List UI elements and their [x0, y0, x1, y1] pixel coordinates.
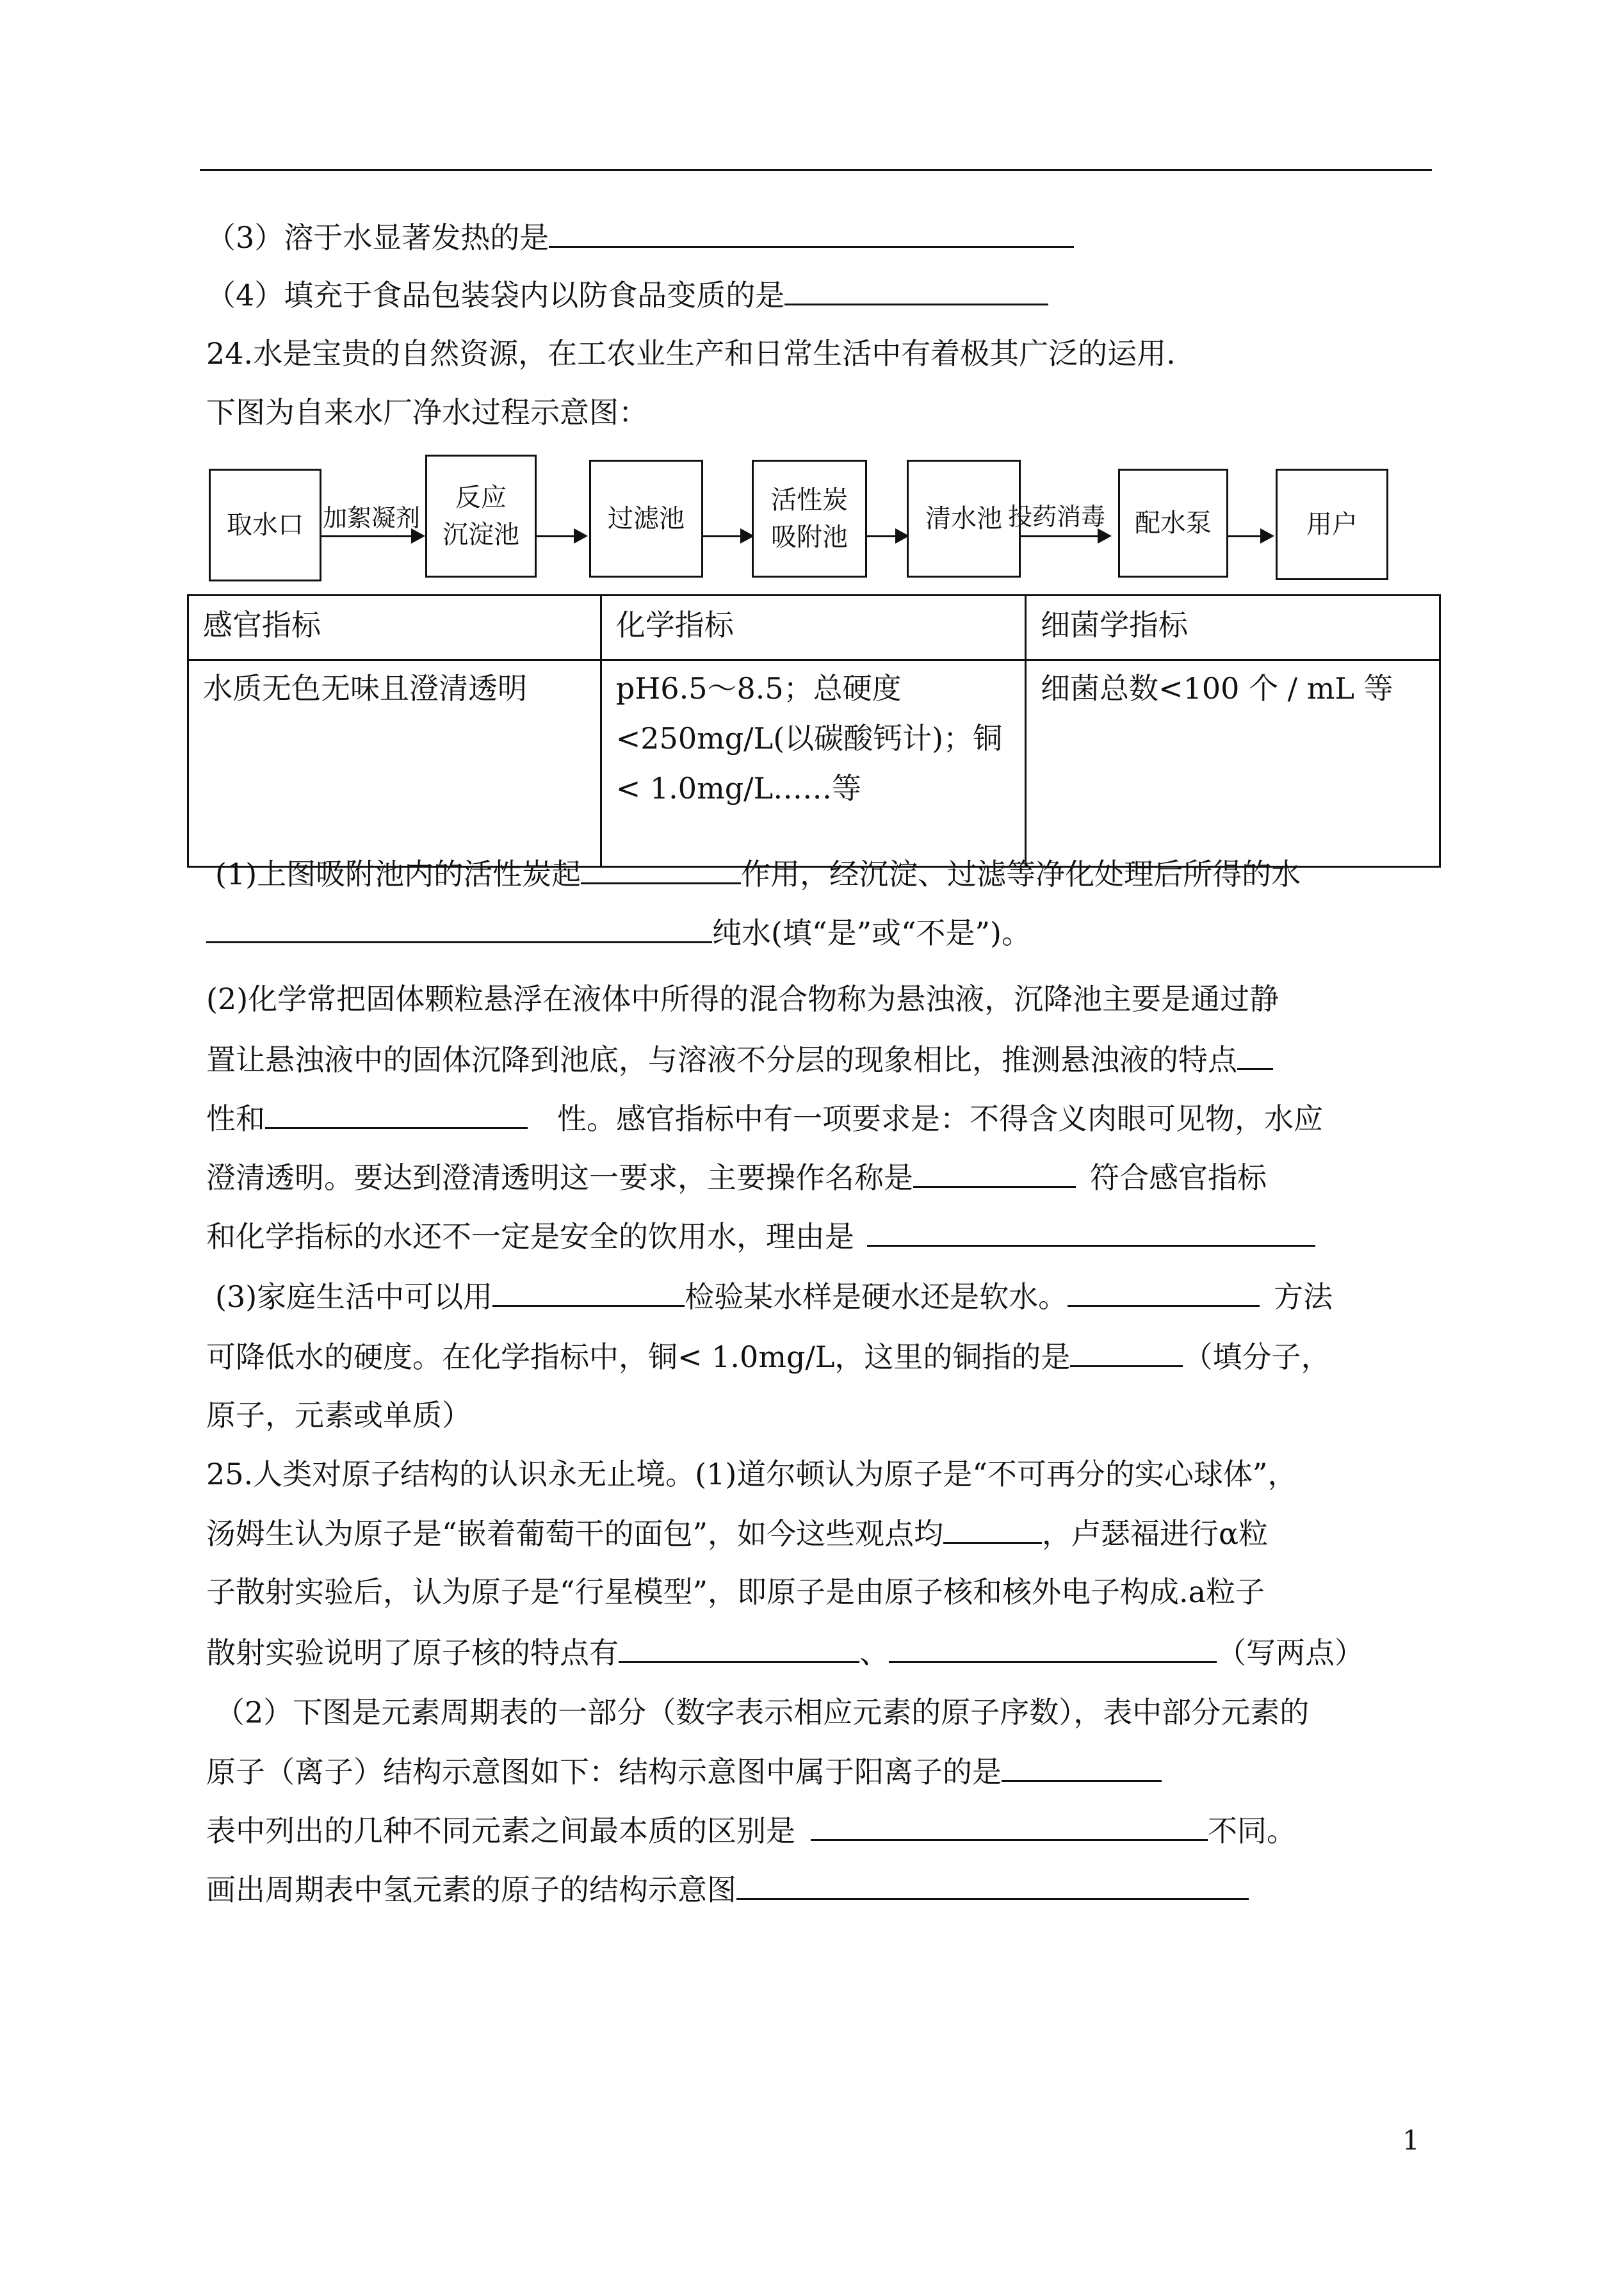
flow-arrowhead	[574, 528, 588, 544]
q25-line6: 原子（离子）结构示意图如下：结构示意图中属于阳离子的是	[206, 1752, 1162, 1791]
answer-blank[interactable]	[619, 1633, 859, 1663]
answer-blank[interactable]	[1070, 1337, 1183, 1367]
page-number: 1	[1402, 2125, 1420, 2156]
q25-line7: 表中列出的几种不同元素之间最本质的区别是 不同。	[206, 1811, 1296, 1850]
table-header-chemical: 化学指标	[601, 596, 1025, 660]
flow-arrow	[535, 535, 576, 537]
flow-box-intake: 取水口	[209, 469, 321, 581]
table-cell-chemical	[601, 660, 1025, 867]
q23-part3-text: （3）溶于水显著发热的是	[206, 220, 549, 255]
flow-arrow	[866, 535, 898, 537]
flow-box-sedimentation: 反应 沉淀池	[425, 455, 537, 578]
answer-blank[interactable]	[492, 1277, 685, 1307]
answer-blank[interactable]	[1068, 1277, 1260, 1307]
q24-part1-line1: (1)上图吸附池内的活性炭起 作用，经沉淀、过滤等净化处理后所得的水	[215, 854, 1301, 893]
flow-label-flocculant: 加絮凝剂	[323, 504, 421, 532]
table-row	[188, 660, 1440, 867]
q24-part2-line4: 澄清透明。要达到澄清透明这一要求，主要操作名称是 符合感官指标	[206, 1158, 1267, 1197]
answer-blank[interactable]	[206, 913, 712, 943]
q24-part1-line2: 纯水(填“是”或“不是”)。	[206, 913, 1031, 952]
q25-line4: 散射实验说明了原子核的特点有 、 （写两点）	[206, 1633, 1364, 1672]
answer-blank[interactable]	[943, 1514, 1042, 1544]
table-header-sensory: 感官指标	[188, 596, 601, 660]
q25-line5: （2）下图是元素周期表的一部分（数字表示相应元素的原子序数），表中部分元素的	[215, 1695, 1310, 1730]
answer-blank[interactable]	[549, 218, 1074, 248]
answer-blank[interactable]	[867, 1217, 1315, 1247]
answer-blank[interactable]	[265, 1099, 528, 1129]
water-standards-table	[187, 594, 1441, 868]
chem-line: < 1.0mg/L……等	[615, 771, 862, 806]
q24-part3-line3: 原子，元素或单质）	[206, 1398, 471, 1432]
flow-arrow	[702, 535, 743, 537]
flow-box-pump: 配水泵	[1118, 469, 1228, 578]
answer-blank[interactable]	[1237, 1040, 1273, 1070]
flow-box-user: 用户	[1276, 469, 1388, 580]
flow-label-disinfection: 投药消毒	[1008, 503, 1106, 531]
answer-blank[interactable]	[889, 1633, 1217, 1663]
table-header-bacteria: 细菌学指标	[1026, 596, 1440, 660]
q25-line1: 25.人类对原子结构的认识永无止境。(1)道尔顿认为原子是“不可再分的实心球体”，	[206, 1457, 1297, 1491]
q24-part2-line2: 置让悬浊液中的固体沉降到池底，与溶液不分层的现象相比，推测悬浊液的特点	[206, 1040, 1273, 1079]
table-cell-sensory: 水质无色无味且澄清透明	[188, 660, 601, 867]
q25-line3: 子散射实验后，认为原子是“行星模型”，即原子是由原子核和核外电子构成.a粒子	[206, 1575, 1265, 1609]
q25-line8: 画出周期表中氢元素的原子的结构示意图	[206, 1870, 1249, 1909]
q25-line2: 汤姆生认为原子是“嵌着葡萄干的面包”，如今这些观点均 ，卢瑟福进行α粒	[206, 1514, 1268, 1553]
chem-line: pH6.5～8.5；总硬度	[615, 671, 902, 706]
flow-box-filtration: 过滤池	[589, 460, 703, 578]
q23-part3	[206, 218, 1074, 257]
flow-arrowhead	[1098, 528, 1112, 544]
flow-arrow	[1019, 535, 1100, 537]
flow-arrowhead	[411, 528, 425, 544]
q24-title: 24.水是宝贵的自然资源，在工农业生产和日常生活中有着极其广泛的运用.	[206, 336, 1176, 371]
answer-blank[interactable]	[784, 275, 1048, 305]
table-header-row	[188, 596, 1440, 660]
chem-line: <250mg/L(以碳酸钙计)；铜	[615, 721, 1003, 756]
answer-blank[interactable]	[581, 854, 741, 884]
q24-part2-line3: 性和 性。感官指标中有一项要求是：不得含义肉眼可见物，水应	[206, 1099, 1323, 1138]
header-rule	[200, 169, 1432, 171]
answer-blank[interactable]	[1002, 1752, 1162, 1782]
q23-part4-text: （4）填充于食品包装袋内以防食品变质的是	[206, 278, 785, 312]
q24-intro: 下图为自来水厂净水过程示意图：	[206, 395, 648, 430]
table-cell-bacteria: 细菌总数<100 个 / mL 等	[1026, 660, 1440, 867]
q24-part2-line5: 和化学指标的水还不一定是安全的饮用水，理由是	[206, 1217, 1315, 1256]
flow-box-clear-water: 清水池	[907, 460, 1021, 578]
answer-blank[interactable]	[913, 1158, 1076, 1188]
q24-part3-line2: 可降低水的硬度。在化学指标中，铜< 1.0mg/L，这里的铜指的是 （填分子，	[206, 1337, 1330, 1376]
answer-blank[interactable]	[811, 1811, 1208, 1841]
q24-part2-line1: (2)化学常把固体颗粒悬浮在液体中所得的混合物称为悬浊液，沉降池主要是通过静	[206, 982, 1279, 1016]
flow-arrow	[1227, 535, 1263, 537]
answer-blank[interactable]	[736, 1870, 1249, 1900]
flow-box-activated-carbon: 活性炭 吸附池	[752, 460, 867, 578]
q24-part3-line1: (3)家庭生活中可以用 检验某水样是硬水还是软水。 方法	[215, 1277, 1333, 1316]
flow-arrow	[320, 535, 415, 537]
flow-arrowhead	[1260, 528, 1274, 544]
q23-part4	[206, 275, 1048, 314]
